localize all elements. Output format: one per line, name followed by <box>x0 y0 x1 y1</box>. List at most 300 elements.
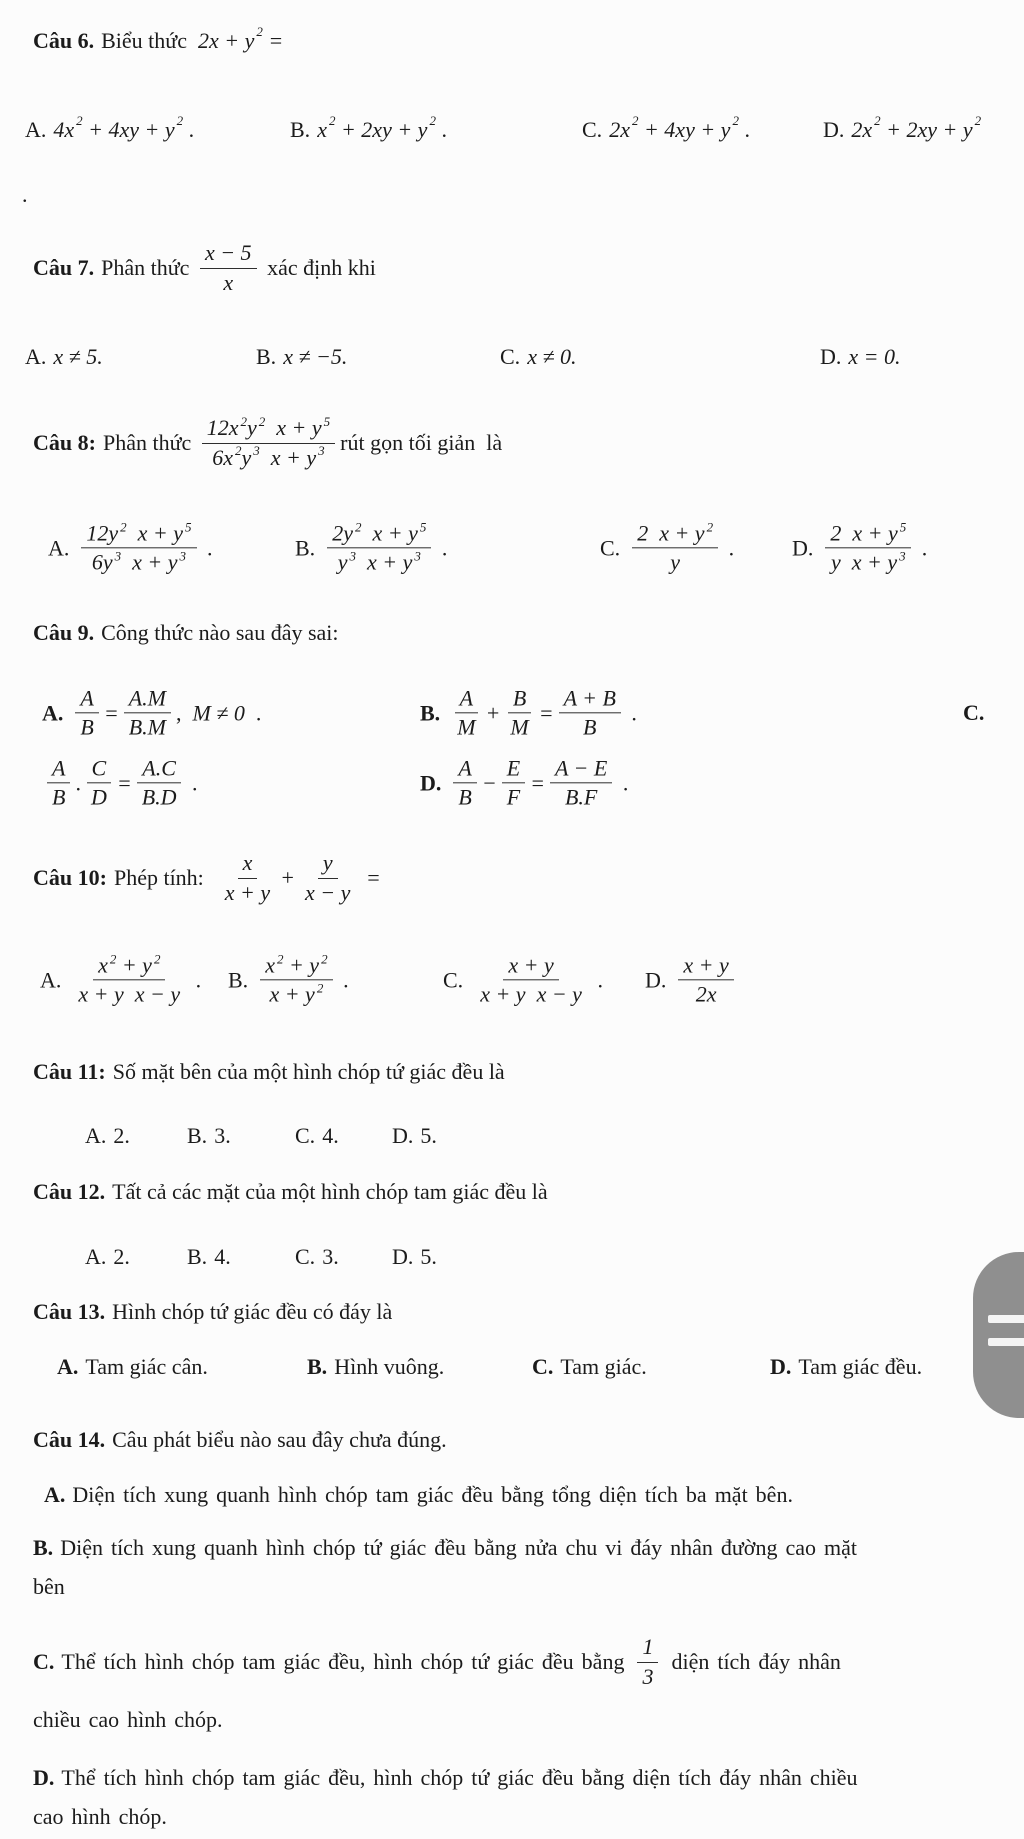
q6-options-row <box>0 112 1024 148</box>
q14-label: Câu 14. <box>33 1427 106 1452</box>
text: . <box>75 770 81 795</box>
fraction-numerator <box>678 953 733 980</box>
option-letter: D. <box>392 1244 414 1269</box>
superscript: 2 <box>316 980 324 996</box>
superscript: 2 <box>354 519 362 535</box>
q7-label: Câu 7. <box>33 255 95 280</box>
math-text: B.D <box>141 784 177 810</box>
stray-period: . <box>22 182 28 207</box>
math-text: x + y x − y <box>480 981 582 1007</box>
math-text: x + y <box>265 415 322 441</box>
fraction-denominator <box>453 784 476 810</box>
fraction-denominator <box>264 981 328 1007</box>
option-letter: D. <box>33 1765 55 1790</box>
q9-option-d <box>420 756 628 809</box>
option-letter: D. <box>392 1123 414 1148</box>
text: , <box>175 700 193 725</box>
math-text: + 2xy + y <box>335 117 428 142</box>
superscript: 5 <box>323 414 331 430</box>
option-letter: D. <box>770 1354 792 1379</box>
fraction-denominator <box>300 879 355 905</box>
option-letter: D. <box>820 344 842 369</box>
fraction <box>632 521 718 574</box>
option-letter: D. <box>645 967 667 992</box>
q11-options-row <box>0 1119 1024 1153</box>
text: . <box>916 535 928 560</box>
math-text: B <box>80 714 94 740</box>
q7-header <box>33 228 376 308</box>
q11-option-c <box>295 1123 339 1149</box>
fraction <box>75 686 98 739</box>
text: Tam giác. <box>560 1354 647 1379</box>
q6-option-c <box>582 113 750 143</box>
superscript: 3 <box>253 443 260 459</box>
text: . <box>591 967 603 992</box>
math-text: x + y <box>683 952 729 978</box>
option-letter: B. <box>228 967 249 992</box>
text: 5. <box>420 1244 437 1269</box>
q13-option-d <box>770 1354 922 1380</box>
text: Hình vuông. <box>334 1354 445 1379</box>
fraction <box>260 953 332 1006</box>
fraction-denominator <box>220 879 275 905</box>
fraction-numerator <box>550 756 612 783</box>
fraction-denominator <box>87 549 191 575</box>
fraction-numerator <box>238 851 258 878</box>
math-text: B.M <box>128 714 166 740</box>
q9-option-expr <box>42 756 198 809</box>
text: Công thức nào sau đây sai: <box>101 620 339 645</box>
q6-header <box>33 23 283 59</box>
option-letter: B. <box>187 1123 208 1148</box>
q13-option-a <box>57 1354 208 1380</box>
fraction-numerator <box>453 756 476 783</box>
text: Biểu thức <box>101 28 198 53</box>
math-text: + y <box>283 952 320 978</box>
q10-option-a <box>40 953 201 1006</box>
option-letter: B. <box>295 535 316 560</box>
option-letter: D. <box>792 535 814 560</box>
fraction-denominator <box>124 714 171 740</box>
fraction <box>637 1635 658 1688</box>
math-text: B <box>458 784 472 810</box>
option-letter: C. <box>443 967 464 992</box>
text: . <box>186 770 198 795</box>
text: Thể tích hình chóp tam giác đều, hình chóp tứ giác đều bằng diện tích đáy nhân chiều <box>61 1765 858 1790</box>
q10-header <box>33 836 381 920</box>
math-text: 2x <box>851 117 873 142</box>
fraction <box>81 521 196 574</box>
superscript: 2 <box>258 414 266 430</box>
superscript: 2 <box>276 951 284 967</box>
math-text: 1 <box>642 1634 654 1660</box>
math-text: 3 <box>642 1663 654 1689</box>
q12-option-b <box>187 1244 231 1270</box>
math-text: = <box>262 28 284 53</box>
q9-option-a <box>42 686 261 739</box>
q14-option-a-line1 <box>44 1478 793 1512</box>
superscript: 5 <box>419 519 427 535</box>
option-letter: D. <box>420 770 442 795</box>
text: Tất cả các mặt của một hình chóp tam giác đều là <box>112 1179 548 1204</box>
math-text: = <box>103 700 119 725</box>
option-letter: A. <box>44 1482 66 1507</box>
fraction-numerator <box>75 686 98 713</box>
q13-options-row <box>0 1350 1024 1384</box>
math-text: x + y <box>224 879 271 905</box>
superscript: 2 <box>732 113 739 128</box>
q13-option-b <box>307 1354 444 1380</box>
option-letter: C. <box>963 700 985 725</box>
fraction-numerator <box>81 521 196 548</box>
math-text: x + y <box>259 444 317 470</box>
text: Diện tích xung quanh hình chóp tam giác đều bằng tổng diện tích ba mặt bên. <box>72 1482 793 1507</box>
text: . <box>436 535 448 560</box>
fraction <box>220 851 275 904</box>
q9-option-c <box>963 700 991 726</box>
q14-option-c-line1 <box>33 1624 841 1700</box>
option-letter: C. <box>500 344 521 369</box>
superscript: 2 <box>240 414 248 430</box>
math-text: x − 5 <box>204 240 252 266</box>
q6-option-a <box>25 113 195 143</box>
math-text: x <box>317 117 327 142</box>
math-text: = <box>360 865 381 890</box>
q6-option-b <box>290 113 447 143</box>
text: . <box>337 967 349 992</box>
fraction <box>47 756 70 809</box>
superscript: 2 <box>153 951 161 967</box>
superscript: 5 <box>899 519 907 535</box>
option-letter: A. <box>85 1244 107 1269</box>
q10-option-d <box>645 953 739 1006</box>
math-text: 2x <box>609 117 630 142</box>
math-text: y <box>337 549 348 575</box>
q12-option-c <box>295 1244 339 1270</box>
superscript: 2 <box>109 951 117 967</box>
q7-option-a <box>25 344 103 370</box>
text: . <box>625 700 637 725</box>
text: 5. <box>420 1123 437 1148</box>
text: . <box>244 700 262 725</box>
math-text: B <box>583 714 597 740</box>
q10-options-row <box>0 936 1024 1024</box>
q9-options-row <box>0 737 1024 829</box>
superscript: 3 <box>179 548 187 564</box>
q14-option-b-line1 <box>33 1531 857 1565</box>
option-letter: B. <box>307 1354 328 1379</box>
option-letter: A. <box>85 1123 107 1148</box>
q8-option-a <box>48 521 213 574</box>
superscript: 2 <box>176 113 184 128</box>
fraction <box>73 953 185 1006</box>
fraction-denominator <box>207 444 329 470</box>
option-letter: C. <box>295 1244 316 1269</box>
superscript: 2 <box>235 443 242 459</box>
fraction <box>825 521 911 574</box>
fraction-denominator <box>73 981 185 1007</box>
math-text: + 4xy + y <box>638 117 731 142</box>
q10-option-c <box>443 953 603 1006</box>
math-text: D <box>90 784 107 810</box>
fraction-numerator <box>632 521 718 548</box>
math-text: + 2xy + y <box>880 117 973 142</box>
text: . <box>617 770 629 795</box>
superscript: 2 <box>874 113 881 128</box>
fraction-denominator <box>665 549 685 575</box>
fraction-numerator <box>637 1635 658 1662</box>
q8-label: Câu 8: <box>33 430 96 455</box>
fraction <box>550 756 612 809</box>
q13-header <box>33 1295 392 1329</box>
q12-label: Câu 12. <box>33 1179 106 1204</box>
fraction <box>502 756 525 809</box>
q13-label: Câu 13. <box>33 1299 106 1324</box>
math-text: B.F <box>564 784 598 810</box>
fraction-numerator <box>124 686 171 713</box>
q12-header <box>33 1175 548 1209</box>
math-text: = <box>116 770 132 795</box>
math-text: C <box>91 755 107 781</box>
fraction <box>327 521 431 574</box>
q12-option-a <box>85 1244 130 1270</box>
text: 2. <box>113 1123 130 1148</box>
fraction <box>300 851 355 904</box>
option-letter: C. <box>33 1649 55 1674</box>
q14-option-d-line1 <box>33 1761 857 1795</box>
superscript: 2 <box>256 24 263 39</box>
math-text: + 4xy + y <box>82 117 175 142</box>
math-text: x <box>242 850 253 876</box>
superscript: 3 <box>318 443 325 459</box>
q11-option-d <box>392 1123 437 1149</box>
superscript: 2 <box>706 519 714 535</box>
math-text: A.C <box>142 755 176 781</box>
fraction-denominator <box>137 784 182 810</box>
math-text: x + y x − y <box>78 981 181 1007</box>
fraction-numerator <box>502 756 525 783</box>
fraction-denominator <box>452 714 480 740</box>
math-text: 2 x + y <box>637 520 705 546</box>
q10-option-b <box>228 953 349 1006</box>
math-text: y <box>670 549 680 575</box>
math-text: x + y <box>126 520 184 546</box>
text: . <box>435 117 447 142</box>
option-letter: A. <box>25 344 47 369</box>
superscript: 3 <box>349 548 356 564</box>
fraction <box>505 686 533 739</box>
math-text: 6x <box>212 444 234 470</box>
handle-line-icon <box>988 1338 1024 1346</box>
fraction-numerator <box>200 241 257 268</box>
math-text: A − E <box>555 755 608 781</box>
option-letter: B. <box>187 1244 208 1269</box>
q8-options-row <box>0 502 1024 594</box>
math-text: 12y <box>86 520 119 546</box>
q11-option-a <box>85 1123 130 1149</box>
q9-header <box>33 616 339 650</box>
q9-option-b <box>420 686 637 739</box>
text: chiều cao hình chóp. <box>33 1707 223 1732</box>
q8-option-c <box>600 521 734 574</box>
option-letter: D. <box>823 117 845 142</box>
math-text: x ≠ −5. <box>283 344 348 369</box>
q8-header <box>33 397 502 489</box>
q7-option-b <box>256 344 347 370</box>
math-text: 2x <box>695 981 717 1007</box>
math-text: A <box>458 755 472 781</box>
q11-label: Câu 11: <box>33 1059 106 1084</box>
math-text: 12x <box>206 415 239 441</box>
q14-header <box>33 1423 447 1457</box>
fraction-denominator <box>75 714 98 740</box>
math-text: A.M <box>128 685 166 711</box>
fraction-denominator <box>218 269 238 295</box>
text: Phân thức <box>101 255 195 280</box>
option-letter: C. <box>532 1354 554 1379</box>
fraction <box>124 686 171 739</box>
fraction-denominator <box>578 714 601 740</box>
q6-label: Câu 6. <box>33 28 95 53</box>
q8-option-b <box>295 521 447 574</box>
math-text: y <box>241 444 252 470</box>
text: Số mặt bên của một hình chóp tứ giác đều là <box>112 1059 505 1084</box>
q6-option-d <box>823 113 982 143</box>
math-text: = <box>530 770 546 795</box>
math-text: E <box>506 755 521 781</box>
math-text: x + y <box>269 981 315 1007</box>
superscript: 3 <box>414 548 421 564</box>
text: 3. <box>322 1244 339 1269</box>
text: xác định khi <box>261 255 376 280</box>
q13-option-c <box>532 1354 647 1380</box>
drag-handle[interactable] <box>973 1252 1024 1418</box>
superscript: 3 <box>899 548 906 564</box>
option-letter: A. <box>42 700 64 725</box>
math-text: x + y <box>121 549 178 575</box>
math-text: y <box>322 850 333 876</box>
text: Hình chóp tứ giác đều có đáy là <box>112 1299 393 1324</box>
option-letter: B. <box>420 700 441 725</box>
text: rút gọn tối giản là <box>340 430 503 455</box>
math-text: 2 x + y <box>830 520 898 546</box>
superscript: 2 <box>328 113 336 128</box>
math-text: = <box>538 700 554 725</box>
math-text: x = 0. <box>848 344 901 369</box>
text: . <box>201 535 213 560</box>
fraction-denominator <box>47 784 70 810</box>
fraction <box>475 953 587 1006</box>
fraction-numerator <box>559 686 621 713</box>
fraction-numerator <box>202 416 335 443</box>
fraction-numerator <box>260 953 332 980</box>
fraction-denominator <box>475 981 587 1007</box>
q9-label: Câu 9. <box>33 620 95 645</box>
math-text: 2x + y <box>197 28 255 53</box>
text: Tam giác đều. <box>798 1354 923 1379</box>
fraction <box>137 756 182 809</box>
math-text: 2y <box>332 520 353 546</box>
option-letter: C. <box>582 117 603 142</box>
math-text: A <box>80 685 94 711</box>
q7-options-row <box>0 339 1024 375</box>
math-text: M <box>510 714 529 740</box>
fraction <box>453 756 476 809</box>
text: 4. <box>322 1123 339 1148</box>
option-letter: B. <box>33 1535 54 1560</box>
math-text: A <box>52 755 66 781</box>
q11-option-b <box>187 1123 231 1149</box>
math-text: − <box>481 770 497 795</box>
q14-option-c-line2 <box>33 1703 223 1737</box>
option-letter: C. <box>295 1123 316 1148</box>
q7-option-c <box>500 344 577 370</box>
fraction-denominator <box>505 714 533 740</box>
fraction-numerator <box>455 686 478 713</box>
text: Thể tích hình chóp tam giác đều, hình chóp tứ giác đều bằng <box>61 1649 633 1674</box>
text: . <box>738 117 750 142</box>
superscript: 2 <box>120 519 127 535</box>
q8-option-d <box>792 521 927 574</box>
option-letter: C. <box>600 535 621 560</box>
q10-label: Câu 10: <box>33 865 107 890</box>
fraction-numerator <box>93 953 165 980</box>
fraction-numerator <box>87 756 112 783</box>
fraction-denominator <box>691 981 722 1007</box>
fraction-denominator <box>333 549 426 575</box>
math-text: y <box>247 415 257 441</box>
fraction-numerator <box>825 521 911 548</box>
q12-option-d <box>392 1244 437 1270</box>
text: Phân thức <box>102 430 197 455</box>
math-text: + y <box>116 952 152 978</box>
fraction <box>200 241 257 294</box>
q12-options-row <box>0 1240 1024 1274</box>
math-text: x <box>223 269 234 295</box>
math-text: M ≠ 0 <box>192 700 245 725</box>
math-text: x ≠ 5. <box>53 344 103 369</box>
text: 3. <box>214 1123 231 1148</box>
fraction <box>202 416 335 469</box>
math-text: A <box>459 685 474 711</box>
text: Diện tích xung quanh hình chóp tứ giác đều bằng nửa chu vi đáy nhân đường cao mặt <box>60 1535 857 1560</box>
text: . <box>190 967 202 992</box>
math-text: x <box>98 952 108 978</box>
text: diện tích đáy nhân <box>663 1649 841 1674</box>
superscript: 2 <box>321 951 328 967</box>
fraction-denominator <box>826 549 911 575</box>
text: 4. <box>214 1244 231 1269</box>
fraction-numerator <box>503 953 558 980</box>
math-text: x ≠ 0. <box>527 344 577 369</box>
q11-header <box>33 1055 505 1089</box>
fraction <box>559 686 621 739</box>
superscript: 2 <box>974 113 982 128</box>
math-text: F <box>506 784 521 810</box>
fraction <box>452 686 480 739</box>
q7-option-d <box>820 344 901 370</box>
math-text: y x + y <box>831 549 898 575</box>
fraction-denominator <box>637 1663 658 1689</box>
option-letter: A. <box>25 117 47 142</box>
handle-line-icon <box>988 1315 1024 1323</box>
fraction-numerator <box>137 756 181 783</box>
option-letter: A. <box>57 1354 79 1379</box>
fraction-denominator <box>86 784 112 810</box>
text: bên <box>33 1574 65 1599</box>
option-letter: B. <box>256 344 277 369</box>
superscript: 3 <box>114 548 122 564</box>
